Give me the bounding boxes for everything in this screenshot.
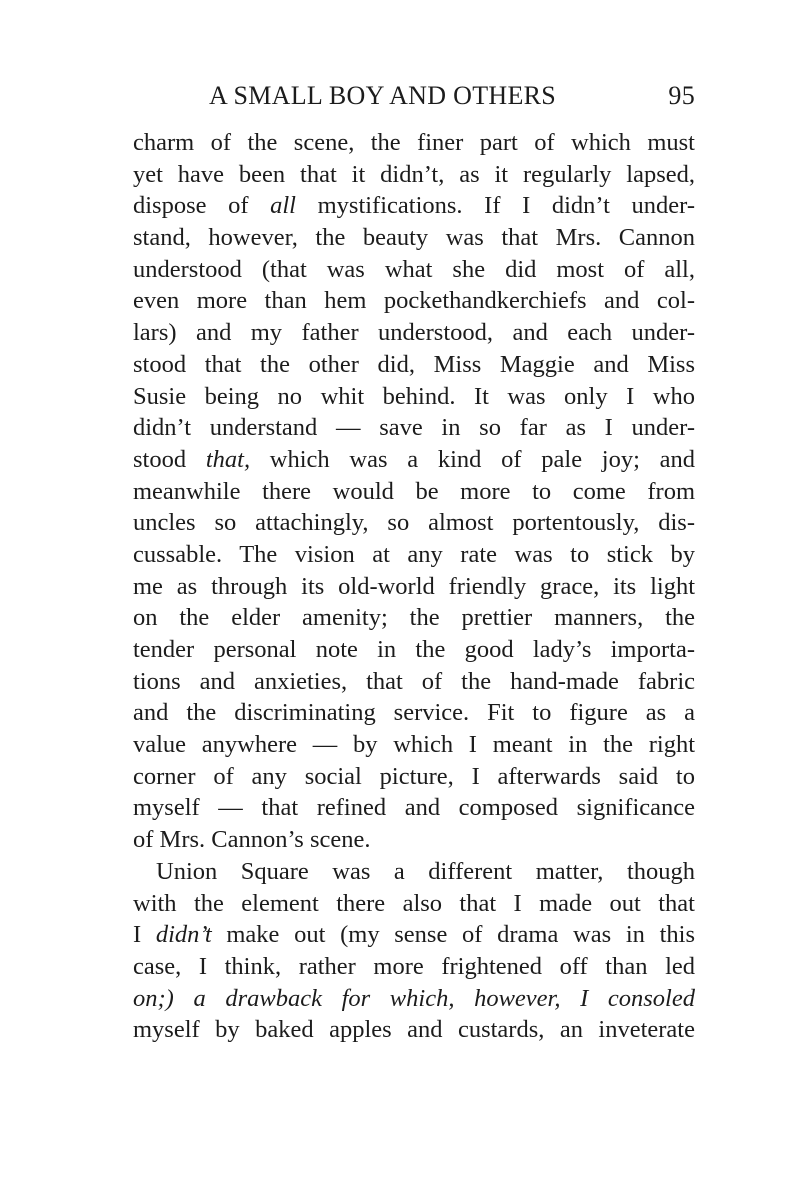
- line-text: and the discriminating service. Fit to figure as a: [133, 699, 695, 727]
- text-line: [133, 666, 695, 698]
- line-text: dispose of: [133, 192, 271, 220]
- page-number: 95: [668, 81, 695, 110]
- text-line: [133, 127, 695, 159]
- text-line: [133, 571, 695, 603]
- line-text: mystifications. If I didn’t under-: [296, 192, 695, 220]
- italic-text: didn’t: [155, 921, 212, 949]
- line-text: understood (that was what she did most of all,: [133, 255, 695, 283]
- line-text: uncles so attachingly, so almost portentously, dis-: [133, 509, 695, 537]
- line-text: even more than hem pockethandkerchiefs and col-: [133, 287, 695, 315]
- text-line: [133, 190, 695, 222]
- text-line: [133, 729, 695, 761]
- line-text: corner of any social picture, I afterwards said to: [133, 762, 695, 790]
- running-head: [133, 78, 695, 114]
- line-text: tender personal note in the good lady’s importa-: [133, 636, 695, 663]
- line-text: Susie being no whit behind. It was only I who: [133, 382, 695, 410]
- line-text: meanwhile there would be more to come from: [133, 477, 695, 505]
- text-line: [133, 634, 695, 666]
- text-line: [133, 412, 695, 444]
- line-text: myself by baked apples and custards, an inveterate: [133, 1016, 695, 1044]
- line-text: stand, however, the beauty was that Mrs. Cannon: [133, 224, 695, 252]
- line-text: myself — that refined and composed significance: [133, 794, 695, 822]
- line-text: me as through its old-world friendly grace, its light: [133, 572, 695, 600]
- text-line: [133, 1014, 695, 1046]
- text-line-paragraph-end: [133, 824, 695, 856]
- line-text: didn’t understand — save in so far as I under-: [133, 414, 695, 442]
- text-line: [133, 761, 695, 793]
- line-text: charm of the scene, the finer part of which must: [133, 129, 695, 156]
- line-text: on the elder amenity; the prettier manners, the: [133, 604, 695, 632]
- text-line: [133, 539, 695, 571]
- text-line: [133, 476, 695, 508]
- text-line: [133, 983, 695, 1015]
- line-text: case, I think, rather more frightened off than led: [133, 952, 695, 980]
- text-line: [133, 919, 695, 951]
- line-text: yet have been that it didn’t, as it regularly lapsed,: [133, 160, 695, 188]
- text-line: [133, 159, 695, 191]
- text-line: [133, 951, 695, 983]
- text-line: [133, 317, 695, 349]
- text-line: [133, 507, 695, 539]
- text-line: [133, 222, 695, 254]
- text-line: [133, 285, 695, 317]
- line-text: tions and anxieties, that of the hand-made fabric: [133, 667, 695, 695]
- italic-text: on;) a drawback for which, however, I consoled: [133, 984, 695, 1012]
- text-line: [133, 349, 695, 381]
- text-line: [133, 254, 695, 286]
- text-line: [133, 888, 695, 920]
- text-line: [133, 444, 695, 476]
- text-line: [133, 381, 695, 413]
- line-text: value anywhere — by which I meant in the right: [133, 731, 695, 759]
- text-line: [133, 602, 695, 634]
- italic-text: that,: [205, 445, 251, 473]
- line-text: of Mrs. Cannon’s scene.: [133, 826, 371, 854]
- text-line-paragraph-start: [133, 856, 695, 888]
- line-text: Union Square was a different matter, though: [156, 857, 695, 885]
- body-text: [133, 127, 695, 1046]
- text-line: [133, 792, 695, 824]
- line-text: which was a kind of pale joy; and: [250, 445, 695, 473]
- italic-text: all: [270, 192, 296, 220]
- line-text: with the element there also that I made out that: [133, 889, 695, 917]
- line-text: stood: [133, 445, 206, 473]
- running-head-title: A SMALL BOY AND OTHERS: [209, 81, 557, 110]
- line-text: I: [133, 921, 156, 949]
- line-text: cussable. The vision at any rate was to stick by: [133, 540, 695, 568]
- text-line: [133, 697, 695, 729]
- line-text: stood that the other did, Miss Maggie and Miss: [133, 350, 695, 378]
- line-text: lars) and my father understood, and each under-: [133, 319, 695, 347]
- line-text: make out (my sense of drama was in this: [211, 921, 695, 949]
